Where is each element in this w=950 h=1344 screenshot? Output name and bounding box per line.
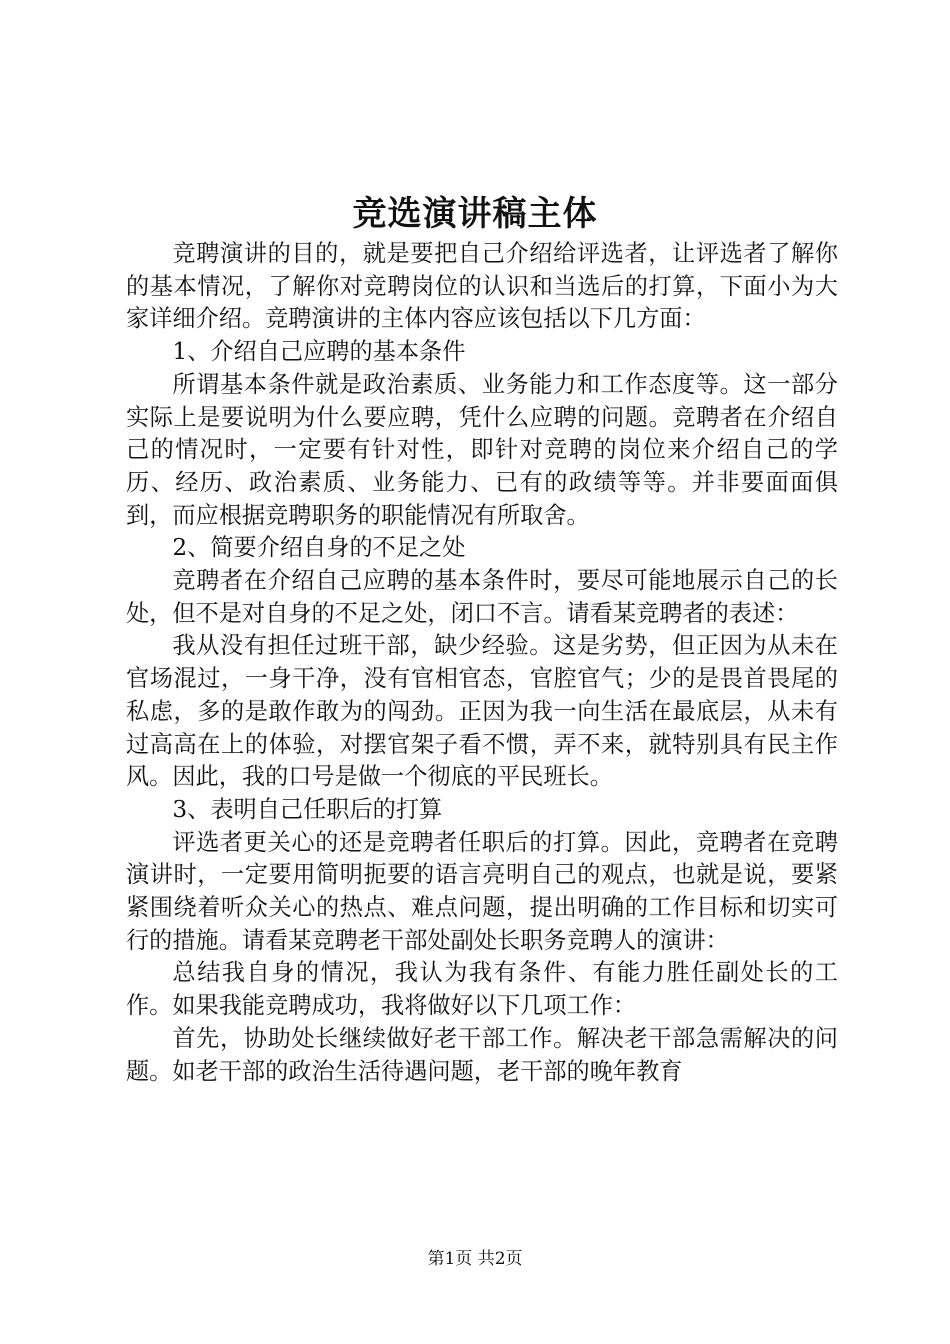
paragraph-intro: 竞聘演讲的目的，就是要把自己介绍给评选者，让评选者了解你的基本情况，了解你对竞聘岗位的认识和当选后的打算，下面小为大家详细介绍。竞聘演讲的主体内容应该包括以下几方面：: [126, 240, 838, 333]
page-footer: 第1页 共2页: [427, 1249, 523, 1269]
paragraph-quote-1: 我从没有担任过班干部，缺少经验。这是劣势，但正因为从未在官场混过，一身干净，没有官相官态，官腔官气；少的是畏首畏尾的私虑，多的是敢作敢为的闯劲。正因为我一向生活在最底层，从未有过高高在上的体验，对摆官架子看不惯，弄不来，就特别具有民主作风。因此，我的口号是做一个彻底的平民班长。: [126, 632, 838, 791]
paragraph-quote-3: 首先，协助处长继续做好老干部工作。解决老干部急需解决的问题。如老干部的政治生活待遇问题，老干部的晚年教育: [126, 1024, 838, 1085]
section-heading-3: 3、表明自己任职后的打算: [172, 795, 443, 823]
section-heading-2: 2、简要介绍自身的不足之处: [172, 534, 466, 562]
paragraph-section-2: 竞聘者在介绍自己应聘的基本条件时，要尽可能地展示自己的长处，但不是对自身的不足之处，闭口不言。请看某竞聘者的表述：: [126, 567, 838, 627]
document-body: [126, 238, 838, 1088]
section-heading-1: 1、介绍自己应聘的基本条件: [172, 338, 466, 366]
paragraph-quote-2: 总结我自身的情况，我认为我有条件、有能力胜任副处长的工作。如果我能竞聘成功，我将做好以下几项工作：: [126, 959, 838, 1020]
paragraph-section-3: 评选者更关心的还是竞聘者任职后的打算。因此，竞聘者在竞聘演讲时，一定要用简明扼要的语言亮明自己的观点，也就是说，要紧紧围绕着听众关心的热点、难点问题，提出明确的工作目标和切实可行的措施。请看某竞聘老干部处副处长职务竞聘人的演讲：: [126, 828, 838, 954]
paragraph-section-1: 所谓基本条件就是政治素质、业务能力和工作态度等。这一部分实际上是要说明为什么要应聘，凭什么应聘的问题。竞聘者在介绍自己的情况时，一定要有针对性，即针对竞聘的岗位来介绍自己的学历、经历、政治素质、业务能力、已有的政绩等等。并非要面面俱到，而应根据竞聘职务的职能情况有所取舍。: [126, 370, 838, 529]
document-title: 竞选演讲稿主体: [352, 194, 598, 234]
